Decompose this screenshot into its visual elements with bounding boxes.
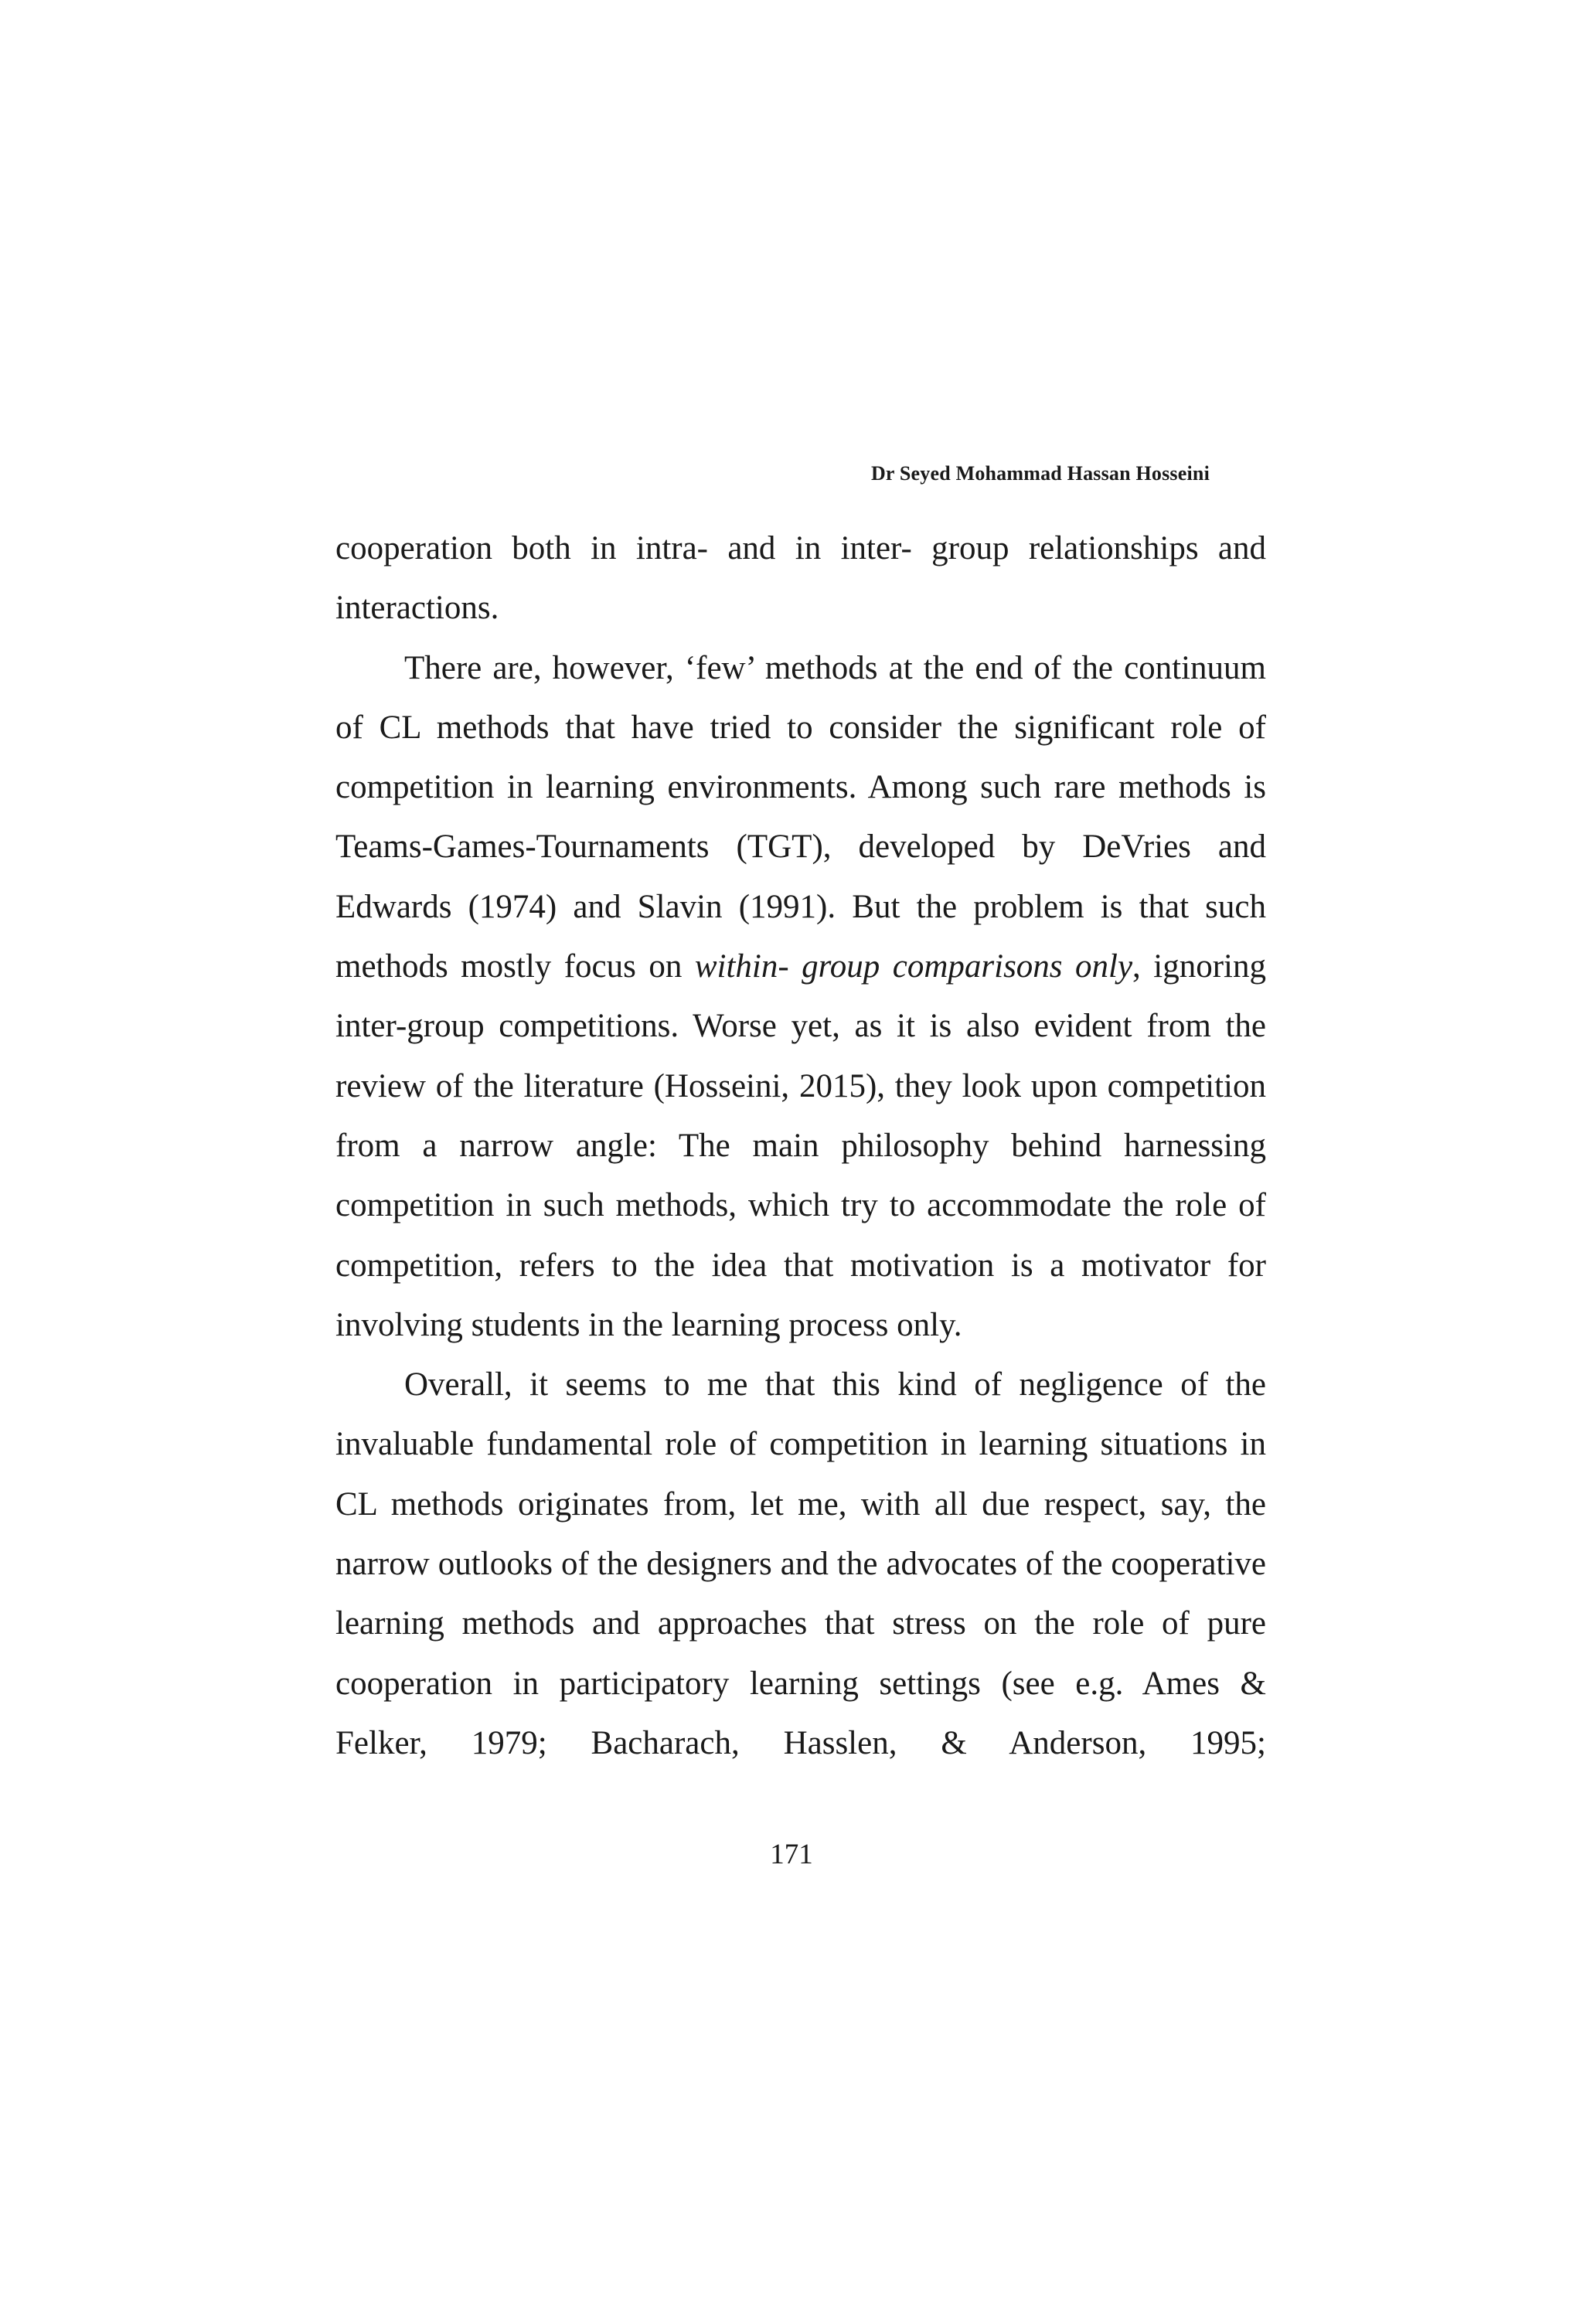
- running-head: Dr Seyed Mohammad Hassan Hosseini: [870, 462, 1210, 485]
- paragraph-2-italic-phrase: within- group comparisons only: [694, 948, 1133, 985]
- paragraph-2-text-start: There are, however, ‘few’ methods at the end of the continuum of CL methods that have tried to consider the significant role of competition in learning environments. Among such rare methods is Teams-Games-Tournaments (TGT), developed by DeVries and Edwards (1974) and Slavin (1991). But the problem is that such methods mostly focus on: [335, 649, 1266, 985]
- paragraph-3: Overall, it seems to me that this kind of negligence of the invaluable fundamental role of competition in learning situations in CL methods originates from, let me, with all due respect, say, the narrow outlooks of the designers and the advocates of the cooperative learning methods and approaches that stress on the role of pure cooperation in participatory learning settings (see e.g. Ames & Felker, 1979; Bacharach, Hasslen, & Anderson, 1995;: [335, 1366, 1266, 1761]
- body-text: [335, 519, 1266, 1773]
- page-number: 171: [770, 1839, 813, 1870]
- paragraph-1: cooperation both in intra- and in inter- group relationships and interactions.: [335, 530, 1266, 627]
- paragraph-2: [335, 638, 1266, 1356]
- paragraph-2-text-end: , ignoring inter-group competitions. Worse yet, as it is also evident from the review of the literature (Hosseini, 2015), they look upon competition from a narrow angle: The main philosophy behind harnessing competition in such methods, which try to accommodate the role of competition, refers to the idea that motivation is a motivator for involving students in the learning process only.: [335, 948, 1266, 1343]
